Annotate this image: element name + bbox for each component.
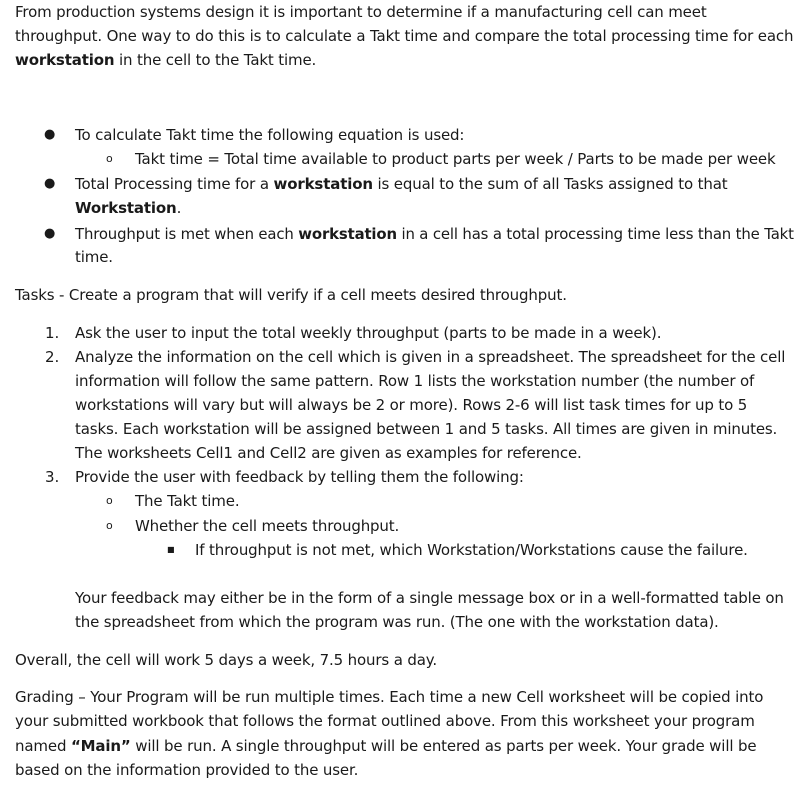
feedback-line-2: the spreadsheet from which the program was run. (The one with the workstation data). — [75, 613, 719, 631]
sub-bullet-circle-icon: o — [106, 152, 113, 165]
bold-term: workstation — [298, 225, 397, 243]
bullet-dot-icon: ● — [44, 127, 56, 142]
intro-line-3-rest: in the cell to the Takt time. — [114, 51, 317, 69]
intro-line-1: From production systems design it is important to determine if a manufacturing cell can meet — [15, 3, 707, 21]
bullet-1-sub: Takt time = Total time available to product parts per week / Parts to be made per week — [135, 150, 776, 168]
list-number: 2. — [45, 348, 60, 366]
sub-sub-bullet-square-icon: ■ — [167, 545, 175, 554]
bullet-dot-icon: ● — [44, 226, 56, 241]
tasks-heading: Tasks - Create a program that will verify if a cell meets desired throughput. — [15, 286, 567, 304]
task-2-line-1: Analyze the information on the cell which is given in a spreadsheet. The spreadsheet for the cell — [75, 348, 786, 366]
bold-term: “Main” — [70, 737, 131, 755]
bold-term: Workstation — [75, 199, 177, 217]
intro-line-2: throughput. One way to do this is to calculate a Takt time and compare the total processing time for each — [15, 27, 794, 45]
bullet-2-line-2 — [75, 198, 181, 218]
intro-line-3 — [15, 50, 316, 70]
task-1: Ask the user to input the total weekly throughput (parts to be made in a week). — [75, 324, 662, 342]
task-3: Provide the user with feedback by telling them the following: — [75, 468, 524, 486]
bullet-2-period: . — [176, 199, 182, 217]
task-2-line-5: The worksheets Cell1 and Cell2 are given as examples for reference. — [75, 444, 582, 462]
grading-line-2: your submitted workbook that follows the format outlined above. From this worksheet your program — [15, 712, 755, 730]
bullet-3-line-1 — [75, 224, 794, 244]
list-number: 3. — [45, 468, 60, 486]
bullet-3-pre: Throughput is met when each — [75, 225, 299, 243]
grading-line-3-post: will be run. A single throughput will be entered as parts per week. Your grade will be — [130, 737, 757, 755]
grading-line-3-pre: named — [15, 737, 71, 755]
list-number: 1. — [45, 324, 60, 342]
sub-bullet-circle-icon: o — [106, 519, 113, 532]
bullet-3-line-2: time. — [75, 248, 113, 266]
task-2-line-2: information will follow the same pattern. Row 1 lists the workstation number (the number of — [75, 372, 755, 390]
sub-bullet-circle-icon: o — [106, 494, 113, 507]
bold-term: workstation — [15, 51, 115, 69]
bullet-1: To calculate Takt time the following equation is used: — [75, 126, 465, 144]
bullet-3-post: in a cell has a total processing time less than the Takt — [396, 225, 794, 243]
task-3-sub-2: Whether the cell meets throughput. — [135, 517, 400, 535]
grading-line-3 — [15, 736, 756, 756]
task-3-sub-sub: If throughput is not met, which Workstation/Workstations cause the failure. — [195, 541, 748, 559]
task-3-sub-1: The Takt time. — [135, 492, 240, 510]
bold-term: workstation — [273, 175, 373, 193]
bullet-2-line-1 — [75, 174, 728, 194]
task-2-line-4: tasks. Each workstation will be assigned between 1 and 5 tasks. All times are given in minutes. — [75, 420, 778, 438]
bullet-dot-icon: ● — [44, 176, 56, 191]
grading-line-1: Grading – Your Program will be run multiple times. Each time a new Cell worksheet will be copied into — [15, 688, 764, 706]
bullet-2-pre: Total Processing time for a — [75, 175, 274, 193]
grading-line-4: based on the information provided to the user. — [15, 761, 359, 779]
bullet-2-post: is equal to the sum of all Tasks assigned to that — [372, 175, 728, 193]
task-2-line-3: workstations will vary but will always be 2 or more). Rows 2-6 will list task times for up to 5 — [75, 396, 748, 414]
feedback-line-1: Your feedback may either be in the form of a single message box or in a well-formatted table on — [75, 589, 784, 607]
overall-line: Overall, the cell will work 5 days a week, 7.5 hours a day. — [15, 651, 437, 669]
